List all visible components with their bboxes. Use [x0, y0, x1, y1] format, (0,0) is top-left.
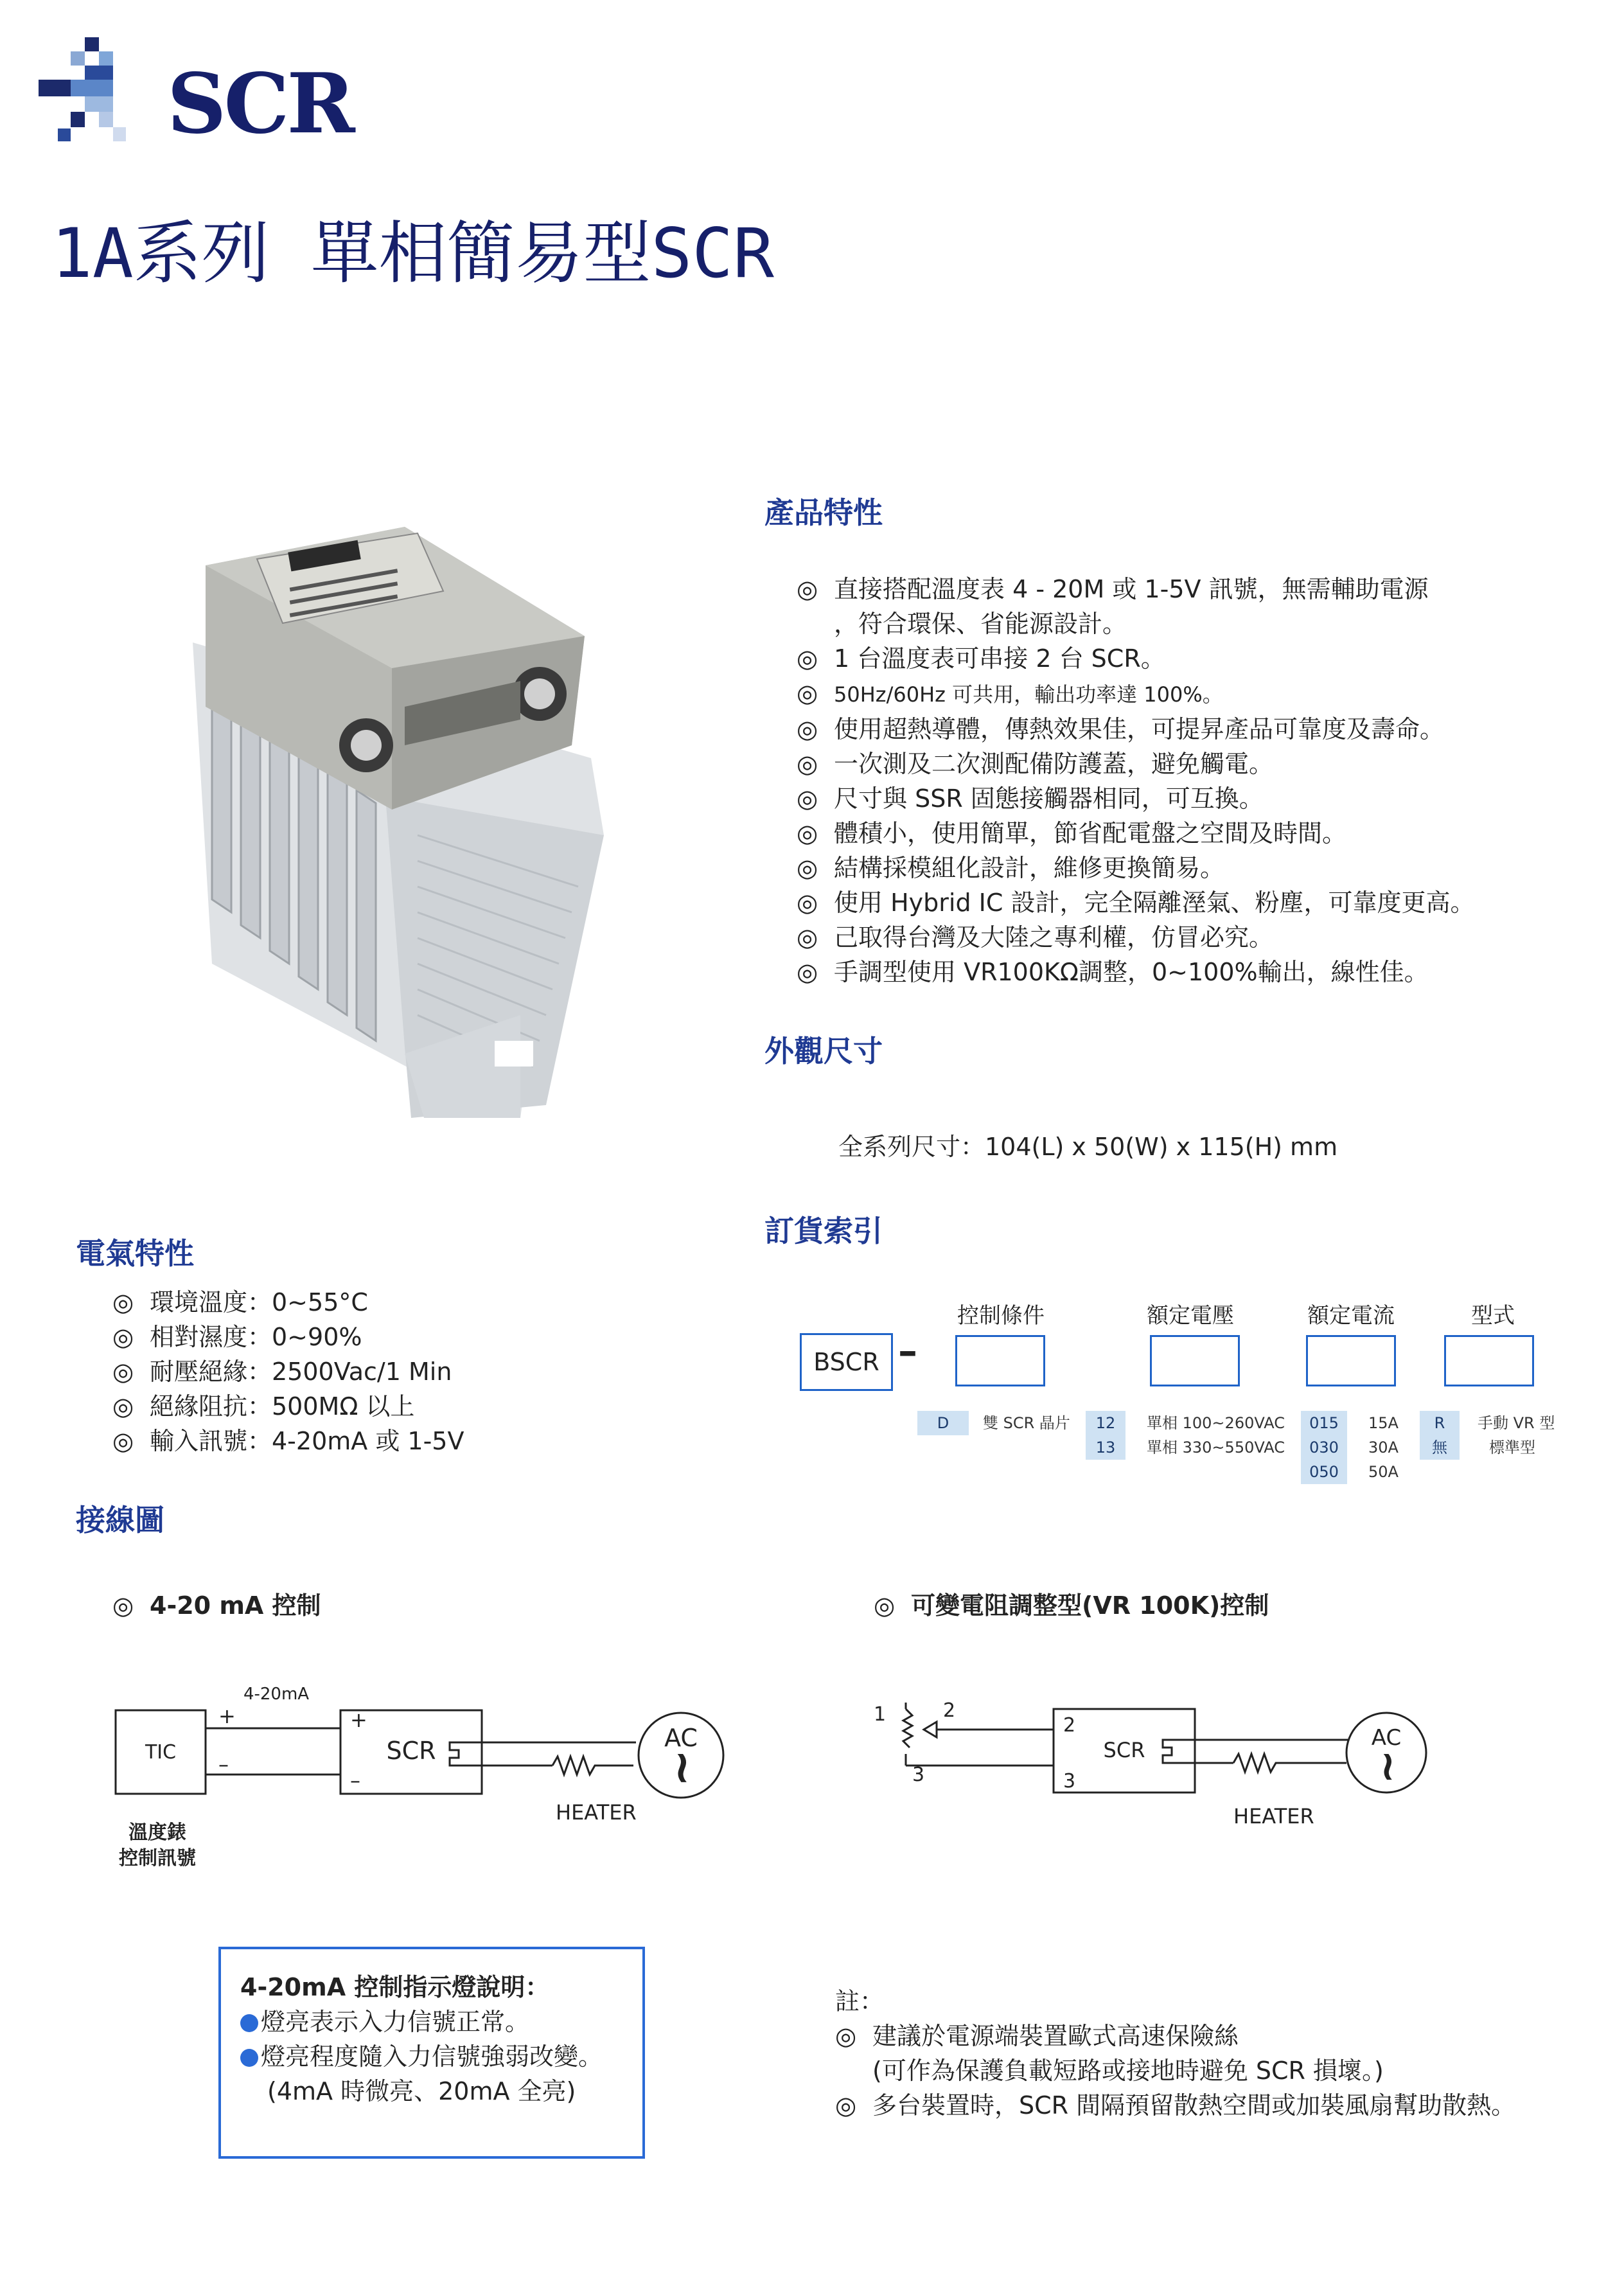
order-box-type [1444, 1335, 1534, 1386]
indicator-note-item: 燈亮表示入力信號正常。 [240, 2005, 623, 2039]
notes-list [835, 2019, 1515, 2123]
desc-current: 30A [1368, 1439, 1399, 1456]
pin-3-label: 3 [1063, 1770, 1076, 1793]
pin-3-label: 3 [912, 1764, 925, 1786]
bullet-icon: ◎ [874, 1591, 896, 1620]
wiring-heading: 接線圖 [76, 1503, 164, 1537]
bullet-icon: ◎ [797, 750, 818, 778]
logo-mark [39, 32, 128, 154]
bullet-icon: ◎ [112, 1427, 134, 1455]
electrical-item: ◎ 輸入訊號：4-20mA 或 1-5V [112, 1424, 464, 1458]
feature-item: ◎ 體積小，使用簡單，節省配電盤之空間及時間。 [797, 816, 1474, 851]
page-title: 1A系列 單相簡易型SCR [51, 214, 774, 293]
desc-control: 雙 SCR 晶片 [983, 1414, 1070, 1432]
bullet-icon: ◎ [797, 575, 818, 603]
code-current: 030 [1301, 1435, 1347, 1460]
features-list [797, 572, 1474, 989]
order-box-voltage [1150, 1335, 1240, 1386]
scr-label: SCR [386, 1737, 436, 1765]
order-prefix-box: BSCR [800, 1333, 893, 1391]
bullet-icon: ◎ [797, 854, 818, 882]
bullet-icon: ◎ [797, 923, 818, 952]
indicator-note-item: 燈亮程度隨入力信號強弱改變。 [240, 2039, 623, 2074]
indicator-note-box [218, 1947, 645, 2159]
bullet-icon: ◎ [112, 1392, 134, 1421]
indicator-note-title: 4-20mA 控制指示燈說明： [240, 1973, 550, 2001]
ac-symbol-icon: ~ [1364, 1749, 1412, 1784]
feature-item: ◎ 使用超熱導體，傳熱效果佳，可提昇產品可靠度及壽命。 [797, 712, 1474, 747]
feature-item: ◎ 50Hz/60Hz 可共用，輸出功率達 100%。 [797, 676, 1474, 712]
col-label-control: 控制條件 [957, 1303, 1045, 1329]
desc-type: 手動 VR 型 [1478, 1414, 1555, 1432]
bullet-icon: ◎ [112, 1358, 134, 1386]
electrical-item: ◎ 環境溫度：0~55°C [112, 1285, 464, 1320]
bullet-icon: ◎ [797, 958, 818, 986]
electrical-list [112, 1285, 464, 1458]
note-item: ◎ 多台裝置時，SCR 間隔預留散熱空間或加裝風扇幫助散熱。 [835, 2088, 1515, 2123]
feature-item: ◎ 結構採模組化設計，維修更換簡易。 [797, 851, 1474, 885]
code-type: R [1420, 1411, 1460, 1435]
bullet-icon: ◎ [835, 2022, 857, 2050]
electrical-item: ◎ 絕緣阻抗：500MΩ 以上 [112, 1389, 464, 1424]
code-control: D [917, 1411, 969, 1435]
bullet-icon: ◎ [112, 1591, 134, 1620]
desc-voltage: 單相 100~260VAC [1147, 1414, 1285, 1432]
code-type: 無 [1420, 1435, 1460, 1460]
caption-temp-meter: 溫度錶 [128, 1821, 186, 1844]
desc-current: 50A [1368, 1463, 1399, 1481]
code-voltage: 12 [1086, 1411, 1125, 1435]
order-box-current [1306, 1335, 1396, 1386]
pin-1-label: 1 [874, 1703, 887, 1726]
dot-icon [240, 2049, 258, 2067]
feature-item: ，符合環保、省能源設計。 [834, 610, 1127, 638]
code-current: 015 [1301, 1411, 1347, 1435]
plus-sign: + [218, 1704, 236, 1728]
feature-item: ◎ 尺寸與 SSR 固態接觸器相同，可互換。 [797, 781, 1474, 816]
pin-2-label: 2 [1063, 1714, 1076, 1737]
desc-current: 15A [1368, 1414, 1399, 1432]
logo [39, 32, 353, 154]
plus-sign: + [350, 1708, 367, 1732]
dimensions-heading: 外觀尺寸 [764, 1034, 883, 1068]
feature-item: ◎ 1 台溫度表可串接 2 台 SCR。 [797, 641, 1474, 676]
minus-sign: – [350, 1768, 360, 1793]
caption-control-signal: 控制訊號 [119, 1847, 196, 1870]
bullet-icon: ◎ [797, 715, 818, 743]
feature-item: ◎ 己取得台灣及大陸之專利權，仿冒必究。 [797, 920, 1474, 955]
bullet-icon: ◎ [797, 819, 818, 847]
feature-item: ◎ 手調型使用 VR100KΩ調整，0~100%輸出，線性佳。 [797, 955, 1474, 989]
current-label: 4-20mA [243, 1685, 310, 1704]
bullet-icon: ◎ [835, 2091, 857, 2120]
order-dash: – [898, 1329, 917, 1374]
wiring-diagram-vr [867, 1683, 1445, 1850]
tic-label: TIC [145, 1741, 177, 1764]
col-label-voltage: 額定電壓 [1147, 1303, 1234, 1329]
dimensions-text: 全系列尺寸：104(L) x 50(W) x 115(H) mm [838, 1133, 1338, 1161]
wiring-right-title: ◎ 可變電阻調整型(VR 100K)控制 [874, 1588, 1269, 1623]
electrical-heading: 電氣特性 [76, 1236, 194, 1271]
heater-label: HEATER [556, 1800, 637, 1825]
ac-symbol-icon: ~ [657, 1749, 710, 1787]
scr-label: SCR [1103, 1738, 1145, 1762]
electrical-item: ◎ 相對濕度：0~90% [112, 1320, 464, 1354]
ac-label: AC [1371, 1725, 1402, 1751]
order-box-control [955, 1335, 1045, 1386]
ac-label: AC [664, 1724, 698, 1752]
notes-heading: 註： [835, 1987, 885, 2015]
features-heading: 產品特性 [764, 495, 883, 530]
minus-sign: – [218, 1752, 229, 1776]
bullet-icon: ◎ [797, 679, 818, 707]
feature-item: ◎ 一次測及二次測配備防護蓋，避免觸電。 [797, 747, 1474, 781]
indicator-note-sub: (4mA 時微亮、20mA 全亮) [267, 2077, 576, 2105]
bullet-icon: ◎ [797, 784, 818, 813]
wiring-left-title: ◎ 4-20 mA 控制 [112, 1588, 321, 1623]
wiring-diagram-4-20ma [103, 1670, 745, 1889]
note-item: ◎ 建議於電源端裝置歐式高速保險絲 [835, 2019, 1515, 2053]
desc-type: 標準型 [1489, 1439, 1535, 1456]
col-label-current: 額定電流 [1307, 1303, 1395, 1329]
product-photo [161, 475, 623, 1118]
pin-2-label: 2 [943, 1699, 956, 1722]
bullet-icon: ◎ [112, 1288, 134, 1316]
col-label-type: 型式 [1471, 1303, 1515, 1329]
bullet-icon: ◎ [797, 889, 818, 917]
bullet-icon: ◎ [797, 644, 818, 673]
feature-item: ◎ 使用 Hybrid IC 設計，完全隔離溼氣、粉塵，可靠度更高。 [797, 885, 1474, 920]
logo-text: SCR [167, 56, 353, 152]
order-heading: 訂貨索引 [764, 1214, 883, 1248]
desc-voltage: 單相 330~550VAC [1147, 1439, 1285, 1456]
feature-item: ◎ 直接搭配溫度表 4 - 20M 或 1-5V 訊號，無需輔助電源 [797, 572, 1474, 606]
code-voltage: 13 [1086, 1435, 1125, 1460]
dot-icon [240, 2014, 258, 2032]
heater-label: HEATER [1233, 1804, 1314, 1828]
electrical-item: ◎ 耐壓絕緣：2500Vac/1 Min [112, 1354, 464, 1389]
bullet-icon: ◎ [112, 1323, 134, 1351]
code-current: 050 [1301, 1460, 1347, 1484]
note-item: (可作為保護負載短路或接地時避免 SCR 損壞。) [872, 2057, 1384, 2085]
